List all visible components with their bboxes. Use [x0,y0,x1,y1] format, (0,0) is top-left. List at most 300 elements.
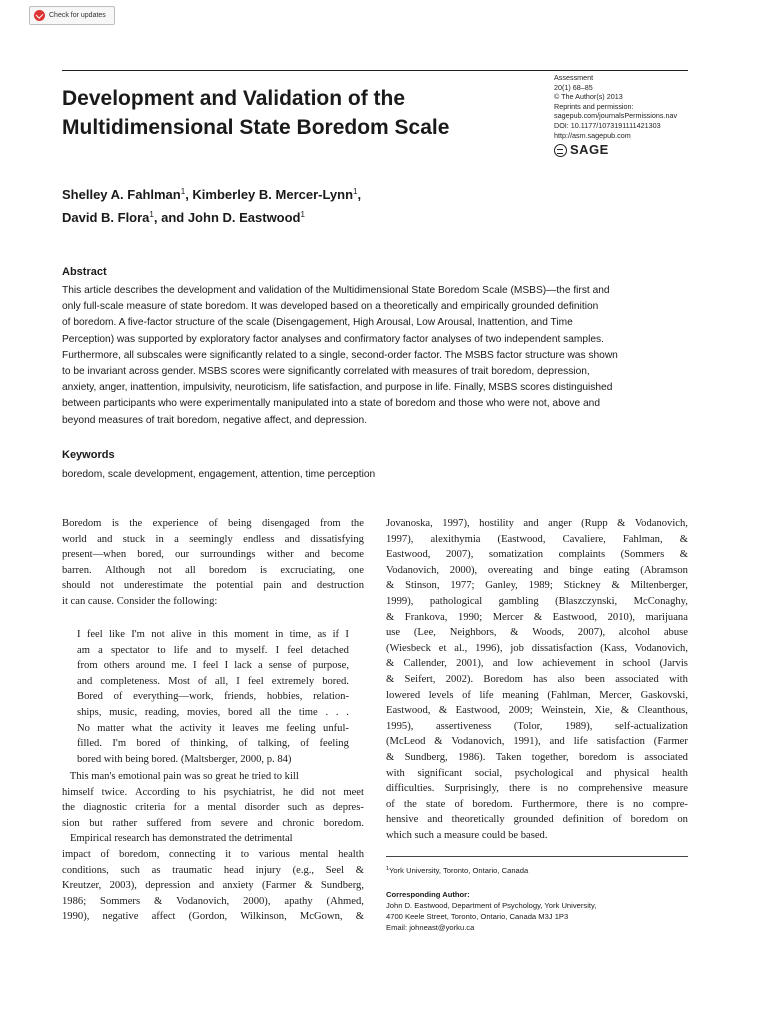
quote-line [77,705,349,721]
author-list [62,182,562,228]
word: purpose, [312,660,349,672]
word: from [77,660,98,672]
abstract-line: between participants who were experimentally manipulated into a state of boredom and those who were not, above and [62,398,601,410]
word: (Farmer [261,880,297,892]
word: reading, [144,706,180,718]
word: around [135,660,166,672]
word: of [454,798,464,810]
word: al., [454,642,468,654]
body-line [62,516,364,532]
word: dissatisfaction [531,642,593,654]
word: of [462,689,471,701]
word: everything—work, [133,691,214,703]
body-line [386,750,688,766]
copyright: © The Author(s) 2013 [554,92,623,102]
word: of [100,848,110,860]
word: all [259,706,271,718]
word: potential [216,580,254,592]
word: life [173,644,188,656]
word: physical [614,767,650,779]
word: being [228,518,252,529]
footnote-rule [386,856,688,857]
body-line [62,563,364,579]
keywords-heading: Keywords [62,449,115,461]
word: I'm [112,738,127,750]
word: (McLeod [386,736,426,748]
word: completeness. [100,675,161,687]
word: Miltenberger, [630,580,688,592]
word: not [151,629,165,640]
word: all, [214,675,229,687]
word: Bored [77,691,103,703]
word: is [540,783,548,795]
word: of [297,660,307,672]
word: boredom. [472,798,513,810]
word: the [350,518,364,529]
corresponding-email[interactable]: Email: johneast@yorku.ca [386,923,475,932]
word: boredom [209,564,247,576]
footnote-mark: 1 [386,866,390,872]
word: theoretically [451,814,505,826]
word: I [345,629,349,640]
word: of [198,675,207,687]
word: 2000), [243,895,271,907]
word: not [158,564,172,576]
word: the [193,580,207,592]
word: depression [145,880,191,892]
word: Mercer [492,611,524,623]
quote-line: bored with being bored. (Maltsberger, 2000, p. 84) [77,753,292,765]
check-updates-icon [34,10,45,21]
word: & [153,895,163,907]
word: not [100,580,114,592]
abstract-line: to be invariant across gender. MSBS scores were significantly correlated with measures of trait boredom, depression, [62,366,590,378]
doi[interactable]: DOI: 10.1177/1073191111421303 [554,120,661,130]
word: 1986). [457,751,486,763]
affiliation-mark: 1 [180,187,186,196]
word: life [479,689,494,701]
word: 1996), [475,642,503,654]
word: of [238,738,248,750]
word: underestimate [123,580,184,592]
word: (Lee, [413,627,436,639]
word: suffered [146,817,182,829]
word: impact [62,848,91,860]
word: like [109,629,125,640]
body-line [386,610,688,626]
word: (Tolor, [513,720,543,732]
word: Seifert, [404,673,436,685]
word: & [434,736,443,748]
word: Eastwood, [455,705,501,717]
word: there [509,783,531,795]
word: the [62,802,75,814]
word: been [584,673,605,685]
quote-line [77,736,349,752]
body-line [386,688,688,704]
word: (e.g., [292,864,315,876]
word: life [573,736,588,748]
word: Most [168,675,190,687]
word: activity [179,722,212,734]
word: surroundings [200,549,256,561]
word: has [533,673,548,685]
body-line: This man's emotional pain was so great he tried to kill [62,771,299,782]
word: use [386,627,401,639]
word: in [275,629,284,640]
word: (Sommers [620,549,665,561]
word: Neighbors, [449,627,497,639]
word: 1986; [62,895,87,907]
word: Cleanthous, [637,705,688,717]
word: traumatic [172,864,213,876]
word: movies, [187,706,221,718]
word: (Blaszczynski, [555,595,618,607]
word: matter [97,722,125,734]
body-line [386,547,688,563]
word: McConaghy, [633,595,688,607]
word: spectator [110,644,150,656]
footnote-text: York University, Toronto, Ontario, Canada [389,866,529,875]
word: I [275,644,280,656]
word: health [338,848,364,860]
word: overeating [487,564,533,576]
body-line [62,894,364,910]
word: Sundberg, [404,751,448,763]
word: endless [243,533,275,545]
word: and [549,736,565,748]
word: time [298,706,318,718]
word: 2000), [449,564,478,576]
word: did [300,786,315,798]
body-column-left-continued [62,769,364,925]
word: psychological [514,767,574,779]
body-line [386,516,688,532]
word: ships, [77,706,102,718]
word: meaning [502,689,539,701]
word: associated [644,751,688,763]
word: such [120,864,140,876]
word: & [355,864,364,876]
word: music, [109,706,138,718]
word: Stinson, [405,580,440,592]
quote-line [77,674,349,690]
word: significant [417,767,463,779]
word: am [77,644,90,656]
word: and [284,533,300,545]
quote-line [77,627,349,643]
journal-metadata [554,73,704,157]
word: achievement [542,658,596,670]
word: According [134,786,180,798]
word: filled. [77,738,103,750]
affiliation-footnote [386,864,696,876]
word: (Ahmed, [326,895,364,907]
word: all [185,564,196,576]
journal-volume: 20(1) 68–85 [554,82,593,92]
word: Woods, [532,627,565,639]
word: school [622,658,651,670]
word: . [346,706,349,718]
abstract-heading: Abstract [62,266,107,278]
word: as [317,629,327,640]
word: difficulties. [386,783,435,795]
keywords-text: boredom, scale development, engagement, attention, time perception [62,469,376,480]
word: mental [299,848,329,860]
word: Stickney [563,580,601,592]
body-line [62,909,364,925]
word: 1997), [386,533,414,545]
word: abuse [663,627,688,639]
word: to [219,644,228,656]
word: others [103,660,130,672]
word: not [322,786,336,798]
word: it [218,722,225,734]
corresponding-line: 4700 Keele Street, Toronto, Ontario, Canada M3J 1P3 [386,912,569,921]
word: boredom. [323,817,364,829]
word: there [586,798,608,810]
word: the [129,518,143,529]
word: no [557,783,569,795]
word: 2003), [109,880,137,892]
word: complaints [558,549,606,561]
body-line [62,878,364,894]
word: hostility [479,518,514,529]
word: head [223,864,244,876]
word: of [208,518,218,529]
word: 1989), [565,720,593,732]
word: Cavaliere, [562,533,606,545]
word: and [257,817,273,829]
word: in [197,629,207,640]
word: 1995), [386,720,414,732]
word: what [131,722,153,734]
word: 1990), [62,911,90,923]
word: of [612,814,622,826]
word: . [335,706,339,718]
word: negative [102,911,139,923]
word: feel [86,629,103,640]
word: & [510,627,519,639]
word: Jovanoska, [386,518,433,529]
word: if [332,629,340,640]
word: and [492,658,509,670]
word: present—when [62,549,127,561]
word: social, [474,767,503,779]
word: psychiatrist, [223,786,276,798]
word: & [386,658,395,670]
word: a [174,533,179,545]
word: feel [247,675,264,687]
word: bored [228,706,253,718]
word: & [386,611,395,623]
word: depres- [332,802,364,814]
word: no [632,798,644,810]
author-line-1: Shelley A. Fahlman$^1$, Kimberley B. Mercer-Lynn$^1$, [62,187,362,202]
word: sense [268,660,292,672]
word: injury [255,864,281,876]
word: Mercer, [599,689,632,701]
word: Ganley, [485,580,518,592]
body-column-right [386,516,688,843]
title-line-2: Multidimensional State Boredom Scale [62,116,450,139]
permissions-link[interactable]: sagepub.com/journalsPermissions.nav [554,111,678,121]
word: thinking, [190,738,229,750]
word: Frankova, [404,611,448,623]
abstract-line: only full-scale measure of state boredom. It was developed based on a theoretically and empirically grounded definition [62,301,599,313]
body-line [386,672,688,688]
word: anger [548,518,572,529]
quote-line [77,658,349,674]
word: but [89,817,103,829]
word: binge [569,564,593,576]
body-line: it can cause. Consider the following: [62,595,218,607]
word: I [77,629,81,640]
abstract-line: This article describes the development and validation of the Multidimensional State Boredom Scale (MSBS)—the first and [62,285,610,296]
word: (Wiesbeck [386,642,431,654]
word: 1989; [528,580,553,592]
abstract-text [62,283,688,429]
word: low [517,658,534,670]
body-line [62,547,364,563]
word: meet [343,786,364,798]
abstract-line: anxiety, anger, inattention, impulsivity, neuroticism, life satisfaction, and purpose in life. Finally, MSBS scores distinguished [62,382,613,394]
word: his [203,786,216,798]
word: (Fahlman, [547,689,591,701]
author-line-2: David B. Flora$^1$, and John D. Eastwood$^1$ [62,210,305,225]
word: alive [171,629,192,640]
corresponding-line: John D. Eastwood, Department of Psychology, York University, [386,901,597,910]
word: (Kass, [600,642,628,654]
word: levels [428,689,454,701]
word: severe [220,817,248,829]
word: 1977; [450,580,475,592]
quote-line [77,689,349,705]
word: somatization [488,549,544,561]
word: experience [152,518,199,529]
word: and [77,675,93,687]
word: pathological [429,595,483,607]
word: connecting [169,848,216,860]
word: pain [263,580,282,592]
word: conditions, [62,864,109,876]
word: feeling [286,722,316,734]
word: is [111,518,119,529]
word: is [259,564,268,576]
word: Kreutzer, [62,880,102,892]
word: feeling [319,738,349,750]
word: & [620,705,630,717]
word: as [151,864,161,876]
abstract-line: Furthermore, all subscales were significantly related to a single, second-order factor. The MSBS factor structure was shown [62,349,618,361]
word: of [113,691,123,703]
word: Vodanovich, [634,518,688,529]
word: is [616,798,624,810]
word: in [605,658,614,670]
word: & [533,611,543,623]
word: (Jarvis [659,658,688,670]
word: dissatisfying [310,533,364,545]
journal-name: Assessment [554,73,594,82]
word: various [258,848,290,860]
corresponding-heading: Corresponding Author: [386,890,470,899]
word: extremely [271,675,315,687]
word: me. [171,660,187,672]
word: seemingly [189,533,233,545]
author-name: Shelley A. Fahlman [62,187,181,202]
body-line [62,578,364,594]
word: become [331,549,364,561]
word: and [523,518,539,529]
word: disorder [244,802,280,814]
word: & [386,580,395,592]
word: rather [112,817,138,829]
affiliation-mark: 1 [149,210,154,219]
body-line [386,656,688,672]
word: (Abramson [640,564,688,576]
word: 1999), [386,595,414,607]
sage-logo-icon [554,144,567,157]
word: our [175,549,190,561]
word: assertiveness [435,720,492,732]
word: a [98,644,103,656]
word: Callender, [403,658,447,670]
word: comprehensive [578,783,643,795]
word: job [510,642,524,654]
word: & [679,549,688,561]
word: to [240,848,250,860]
check-for-updates-button[interactable] [29,6,115,25]
word: lack [234,660,252,672]
affiliation-mark: 1 [300,210,305,219]
body-line [62,863,364,879]
author-name: David B. Flora [62,210,150,225]
word: (Farmer [653,736,688,748]
word: relation- [313,691,349,703]
word: detached [311,644,349,656]
body-line: which such a measure could be based. [386,829,548,841]
word: . [325,706,329,718]
word: moment [234,629,269,640]
word: I [224,660,229,672]
word: self-actualization [615,720,688,732]
word: bored, [137,549,164,561]
word: et [438,642,447,654]
word: Taken [495,751,522,763]
word: gambling [498,595,539,607]
word: for [173,802,186,814]
word: I'm [131,629,145,640]
affiliation-mark: 1 [353,187,358,196]
body-line [386,625,688,641]
word: Fahlman, [622,533,663,545]
word: and [196,644,212,656]
body-line [386,797,688,813]
journal-site-link[interactable]: http://asm.sagepub.com [554,130,631,140]
word: with [386,767,405,779]
word: & [611,580,620,592]
word: also [557,673,575,685]
abstract-line: beyond measures of trait boredom, negative affect, and depression. [62,414,368,426]
word: Vodanovich, [634,642,688,654]
word: I [192,660,197,672]
word: anxiety [222,880,254,892]
word: apathy [284,895,313,907]
quote-line [77,643,349,659]
word: bored. [322,675,349,687]
word: wither [266,549,294,561]
word: alcohol [618,627,651,639]
